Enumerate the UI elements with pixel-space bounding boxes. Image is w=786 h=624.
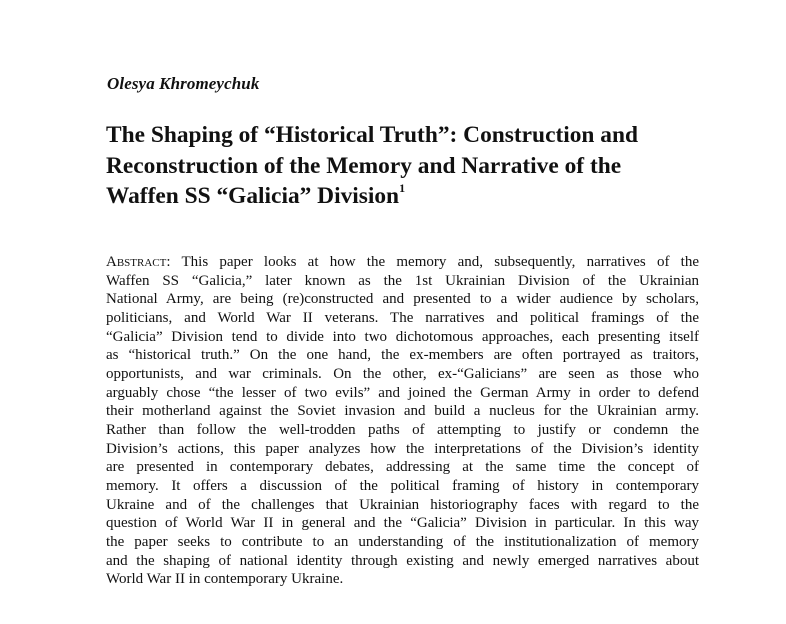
abstract-line: Rather than follow the well-trodden paths of attempting to justify or condemn the xyxy=(106,421,699,438)
abstract-line: and the shaping of national identity through existing and newly emerged narratives about xyxy=(106,552,699,569)
title-line-text: Waffen SS “Galicia” Division xyxy=(106,183,400,209)
abstract-line: the paper seeks to contribute to an understanding of the institutionalization of memory xyxy=(106,533,699,550)
abstract-line: politicians, and World War II veterans. The narratives and political framings of the xyxy=(106,309,699,326)
abstract-line: Waffen SS “Galicia,” later known as the 1st Ukrainian Division of the Ukrainian xyxy=(106,272,699,289)
title-line: Reconstruction of the Memory and Narrative of the xyxy=(106,152,622,179)
abstract-line: opportunists, and war criminals. On the other, ex-“Galicians” are seen as those who xyxy=(106,365,699,382)
author-name: Olesya Khromeychuk xyxy=(107,74,260,93)
abstract-line: National Army, are being (re)constructed and presented to a wider audience by scholars, xyxy=(106,291,699,308)
abstract-line: Ukraine and of the challenges that Ukrainian historiography faces with regard to the xyxy=(106,496,699,513)
abstract-line: their motherland against the Soviet invasion and build a nucleus for the Ukrainian army. xyxy=(106,403,699,420)
footnote-mark: 1 xyxy=(399,181,406,196)
abstract xyxy=(106,253,699,589)
title-line xyxy=(106,181,726,212)
abstract-line: World War II in contemporary Ukraine. xyxy=(106,571,344,588)
abstract-line xyxy=(106,253,699,272)
abstract-line: question of World War II in general and the “Galicia” Division in particular. In this way xyxy=(106,515,699,532)
abstract-label: Abstract: xyxy=(106,254,171,270)
paper-title xyxy=(106,120,726,212)
abstract-line: “Galicia” Division tend to divide into two dichotomous approaches, each presenting itself xyxy=(106,328,699,345)
title-line: The Shaping of “Historical Truth”: Construction and xyxy=(106,122,638,148)
abstract-line: are presented in contemporary debates, addressing at the same time the concept of xyxy=(106,459,699,476)
abstract-line: Division’s actions, this paper analyzes how the interpretations of the Division’s identity xyxy=(106,440,699,457)
abstract-line-text: This paper looks at how the memory and, subsequently, narratives of the xyxy=(181,254,699,270)
abstract-line: arguably chose “the lesser of two evils” and joined the German Army in order to defend xyxy=(106,384,699,401)
abstract-line: as “historical truth.” On the one hand, the ex-members are often portrayed as traitors, xyxy=(106,347,699,364)
abstract-line: memory. It offers a discussion of the political framing of history in contemporary xyxy=(106,477,699,494)
